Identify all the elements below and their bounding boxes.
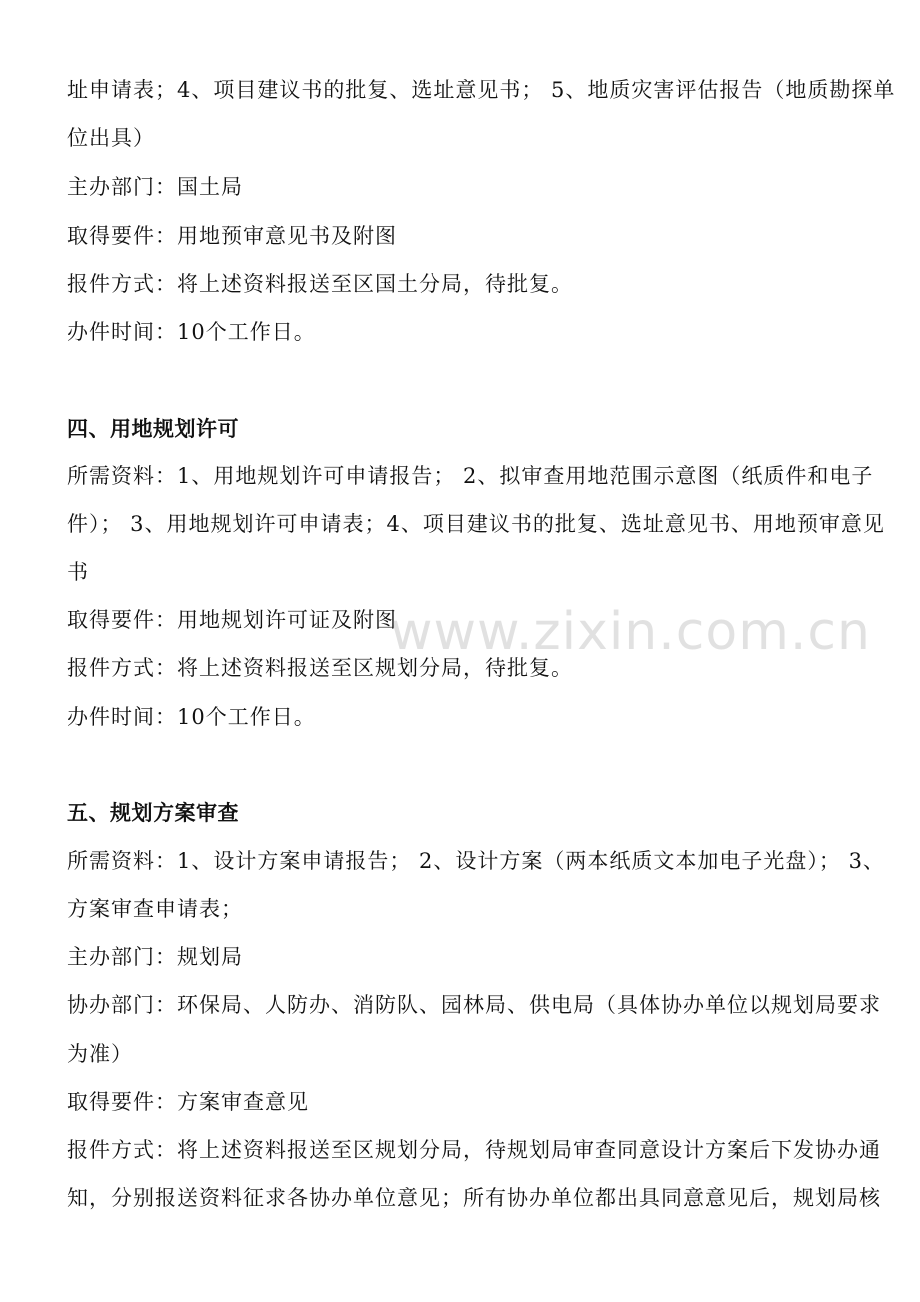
text-line: 件）； 3、用地规划许可申请表；4、项目建议书的批复、选址意见书、用地预审意见 xyxy=(67,512,885,536)
text-line: 址申请表；4、项目建议书的批复、选址意见书； 5、地质灾害评估报告（地质勘探单 xyxy=(67,78,896,102)
text-line: 方案审查申请表； xyxy=(67,897,243,921)
text-line: 主办部门：规划局 xyxy=(67,945,243,969)
text-line: 报件方式：将上述资料报送至区规划分局，待规划局审查同意设计方案后下发协办通 xyxy=(67,1138,881,1162)
text-line: 报件方式：将上述资料报送至区规划分局，待批复。 xyxy=(67,656,573,680)
text-line: 书 xyxy=(67,560,89,584)
text-line: 主办部门：国土局 xyxy=(67,175,243,199)
text-line: 取得要件：用地预审意见书及附图 xyxy=(67,224,397,248)
text-line: 报件方式：将上述资料报送至区国土分局，待批复。 xyxy=(67,272,573,296)
text-line: 取得要件：用地规划许可证及附图 xyxy=(67,608,397,632)
text-line: 为准） xyxy=(67,1042,133,1066)
text-line: 协办部门：环保局、人防办、消防队、园林局、供电局（具体协办单位以规划局要求 xyxy=(67,993,881,1017)
text-line: 办件时间：10个工作日。 xyxy=(67,705,316,729)
section-heading: 五、规划方案审查 xyxy=(67,801,239,825)
section-heading: 四、用地规划许可 xyxy=(67,417,239,441)
text-line: 位出具） xyxy=(67,126,155,150)
watermark: www.zixin.com.cn xyxy=(390,602,871,662)
text-line: 知，分别报送资料征求各协办单位意见；所有协办单位都出具同意意见后，规划局核 xyxy=(67,1186,881,1210)
text-line: 取得要件：方案审查意见 xyxy=(67,1090,309,1114)
text-line: 办件时间：10个工作日。 xyxy=(67,320,316,344)
text-line: 所需资料：1、设计方案申请报告； 2、设计方案（两本纸质文本加电子光盘）； 3、 xyxy=(67,849,885,873)
text-line: 所需资料：1、用地规划许可申请报告； 2、拟审查用地范围示意图（纸质件和电子 xyxy=(67,464,874,488)
